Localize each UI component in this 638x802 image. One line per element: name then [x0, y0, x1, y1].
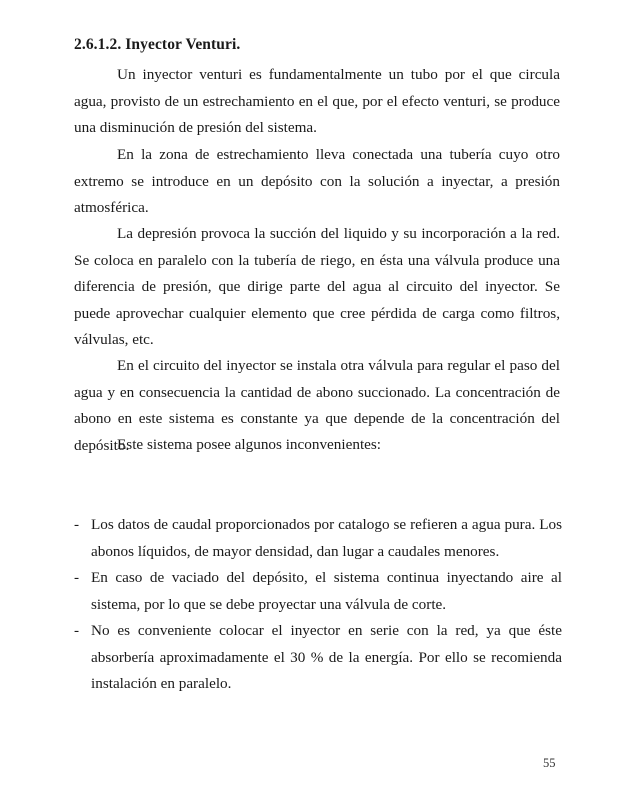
paragraph-4: En el circuito del inyector se instala otra válvula para regular el paso del agua y en consecuencia la cantidad de abono succionado. La concentración de abono en este sistema es constante ya que depende de la concentración del depósito.	[74, 357, 560, 454]
page-number: 55	[543, 756, 556, 770]
list-item-text: No es conveniente colocar el inyector en serie con la red, ya que éste absorbería aproximadamente el 30 % de la energía. Por ello se recomienda instalación en paralelo.	[91, 622, 562, 692]
paragraph-3: La depresión provoca la succión del liquido y su incorporación a la red. Se coloca en paralelo con la tubería de riego, en ésta una válvula produce una diferencia de presión, que dirige parte del agua al circuito del inyector. Se puede aprovechar cualquier elemento que cree pérdida de carga como filtros, válvulas, etc.	[74, 225, 560, 348]
section-heading: 2.6.1.2. Inyector Venturi.	[74, 36, 241, 53]
paragraph-1: Un inyector venturi es fundamentalmente un tubo por el que circula agua, provisto de un estrechamiento en el que, por el efecto venturi, se produce una disminución de presión del sistema.	[74, 66, 560, 136]
bullet-marker: -	[74, 569, 80, 586]
list-item-text: En caso de vaciado del depósito, el sistema continua inyectando aire al sistema, por lo que se debe proyectar una válvula de corte.	[91, 569, 562, 613]
paragraph-2: En la zona de estrechamiento lleva conectada una tubería cuyo otro extremo se introduce en un depósito con la solución a inyectar, a presión atmosférica.	[74, 146, 560, 216]
list-item-text: Los datos de caudal proporcionados por catalogo se refieren a agua pura. Los abonos líquidos, de mayor densidad, dan lugar a caudales menores.	[91, 516, 562, 560]
list-item	[74, 618, 562, 698]
bullet-marker: -	[74, 516, 80, 533]
inconvenientes-list	[74, 512, 562, 698]
list-item	[74, 512, 562, 565]
bullet-marker: -	[74, 622, 80, 639]
paragraph-5: Este sistema posee algunos inconvenientes:	[117, 436, 382, 453]
list-item	[74, 565, 562, 618]
